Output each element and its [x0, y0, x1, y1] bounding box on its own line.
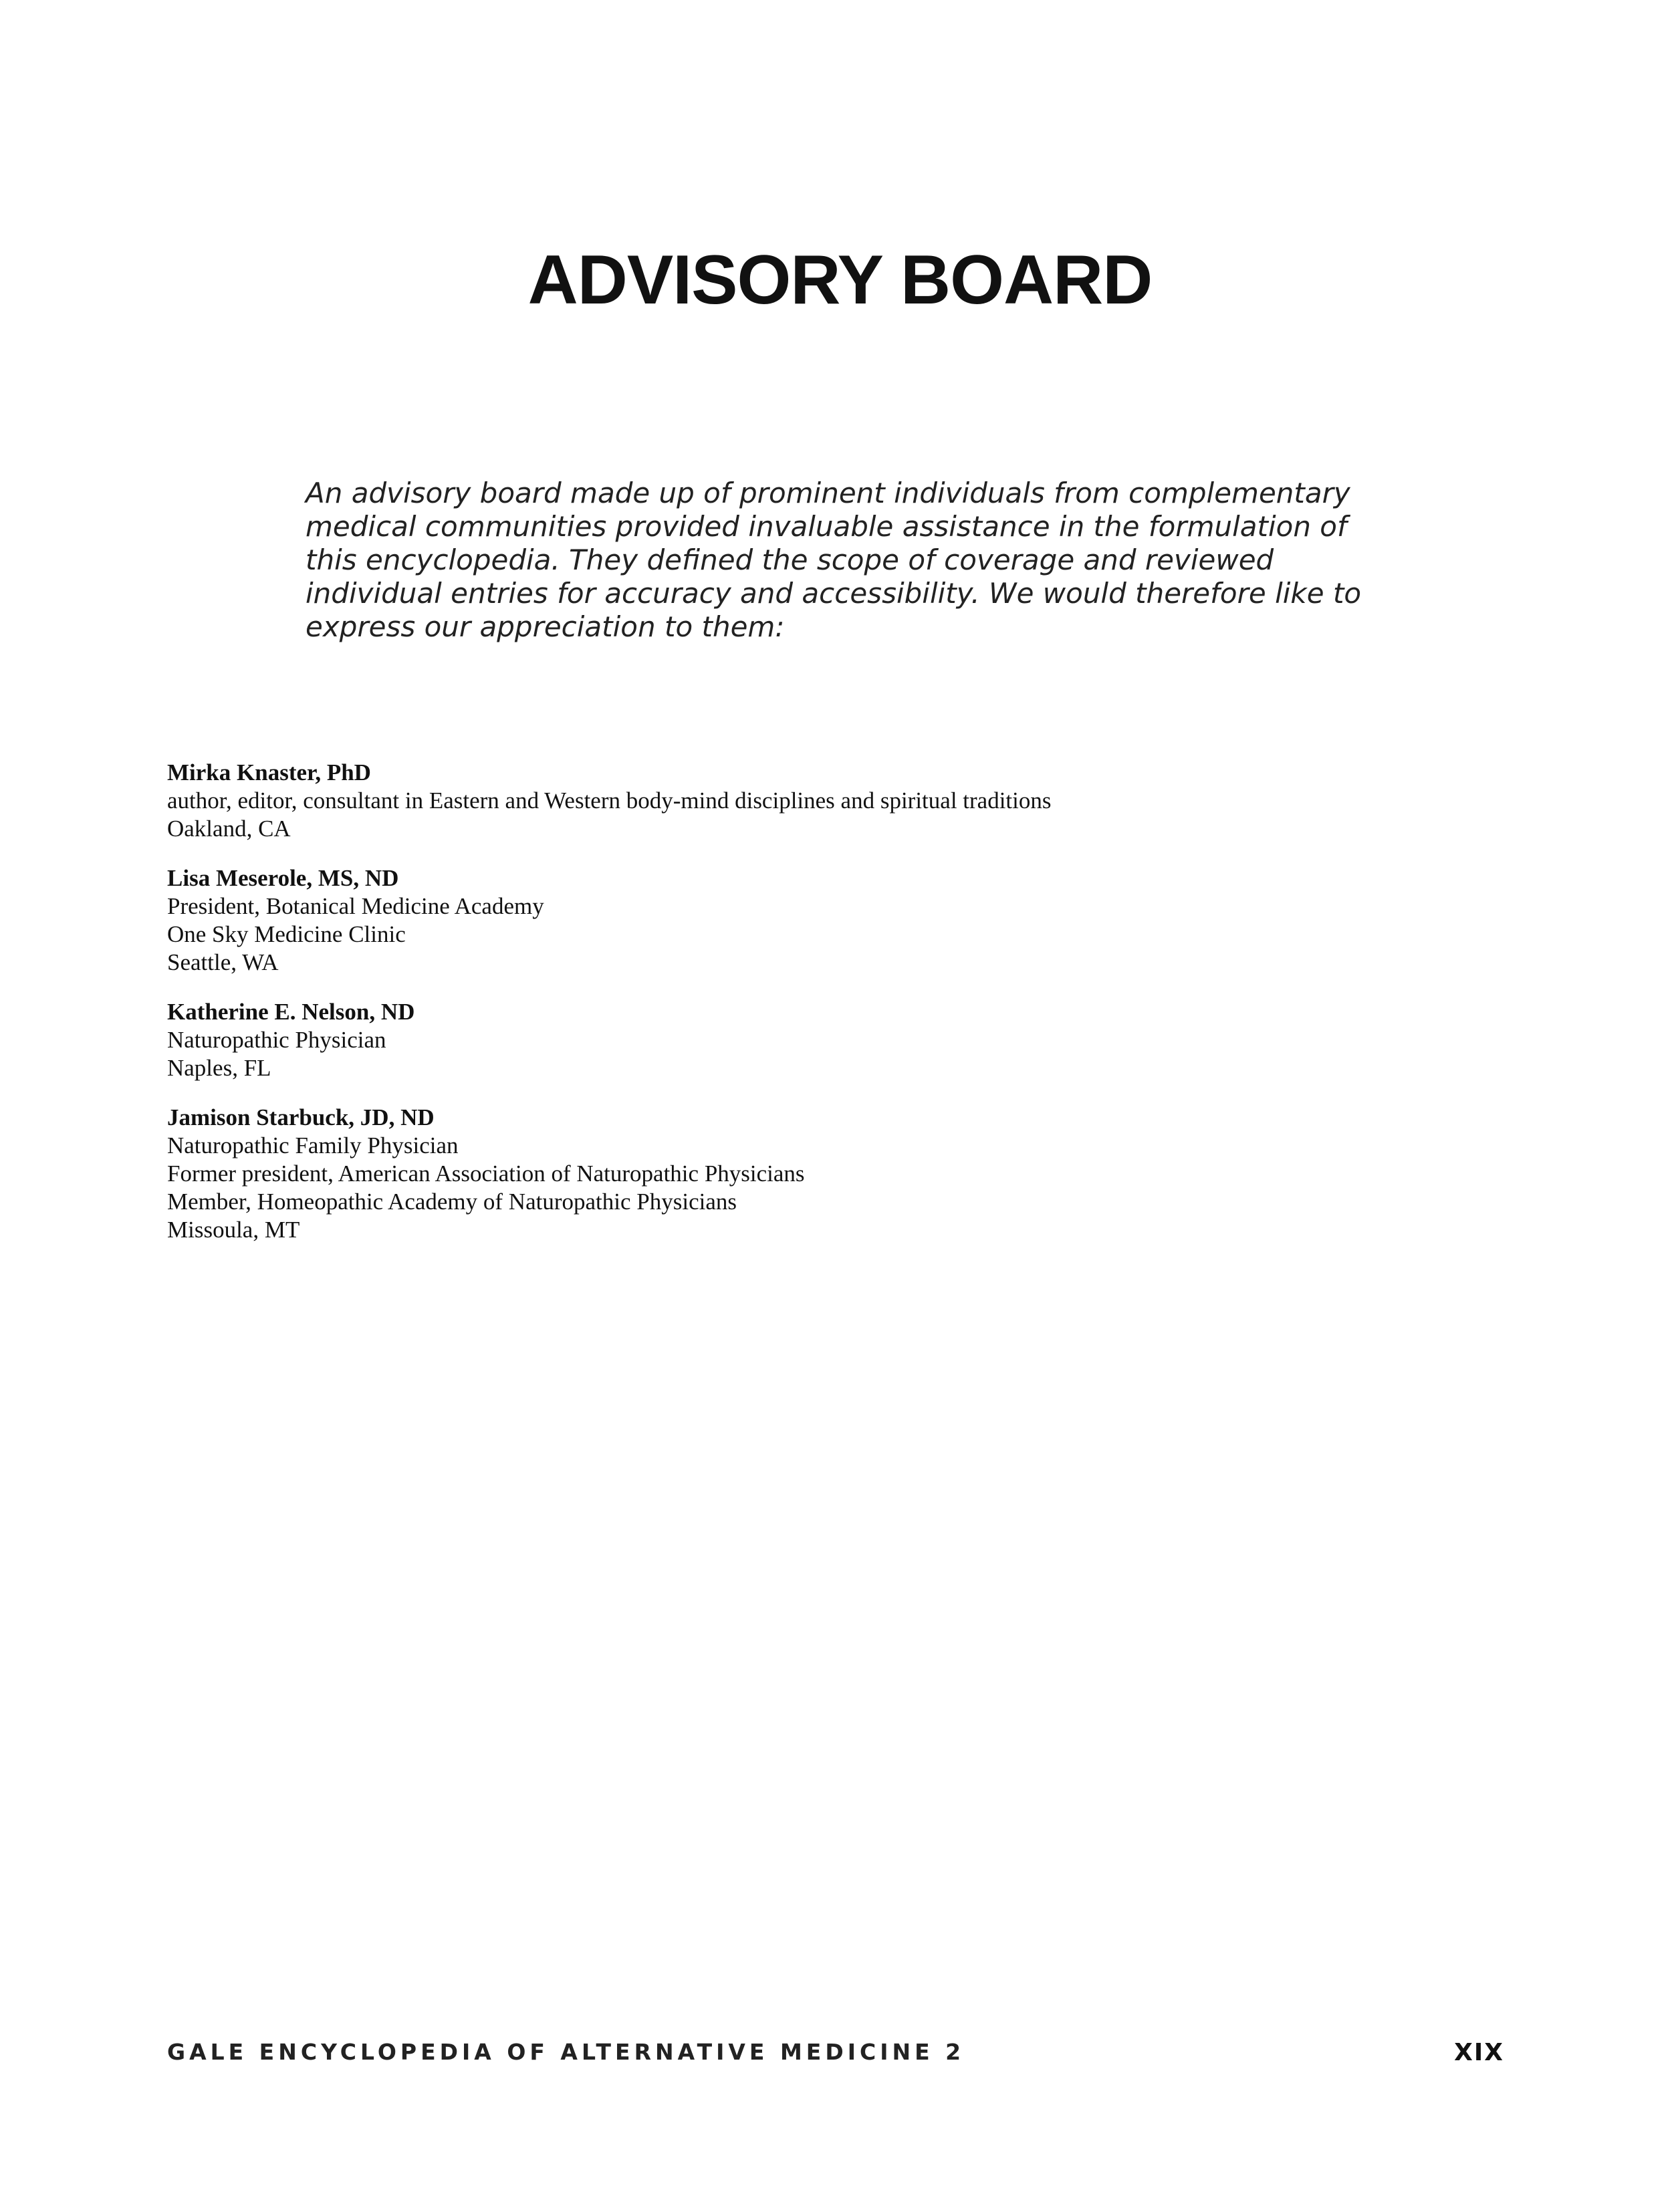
member-detail: Member, Homeopathic Academy of Naturopathic Physicians — [167, 1189, 737, 1215]
member-name: Mirka Knaster, PhD — [167, 759, 371, 785]
member-location: Missoula, MT — [167, 1217, 300, 1243]
intro-paragraph: An advisory board made up of prominent individuals from complementary medical communities provided invaluable assistance in the formulation of this encyclopedia. They defined the scope of coverage and reviewed individual entries for accuracy and accessibility. We would therefore like to express our appreciation to them: — [306, 477, 1362, 643]
member-name: Lisa Meserole, MS, ND — [167, 865, 399, 891]
member-detail: One Sky Medicine Clinic — [167, 921, 406, 947]
advisory-board-list — [167, 759, 1504, 1265]
board-member — [167, 998, 1504, 1082]
board-member — [167, 759, 1504, 843]
member-detail: Former president, American Association of Naturopathic Physicians — [167, 1160, 805, 1187]
member-detail: author, editor, consultant in Eastern and Western body-mind disciplines and spiritual traditions — [167, 787, 1052, 814]
member-name: Jamison Starbuck, JD, ND — [167, 1104, 435, 1130]
page-number: XIX — [1454, 2039, 1504, 2066]
member-detail: President, Botanical Medicine Academy — [167, 893, 544, 919]
member-detail: Naturopathic Physician — [167, 1027, 386, 1053]
member-location: Oakland, CA — [167, 816, 291, 842]
member-detail: Naturopathic Family Physician — [167, 1132, 459, 1158]
board-member — [167, 864, 1504, 977]
page-title: ADVISORY BOARD — [527, 241, 1153, 319]
member-location: Naples, FL — [167, 1055, 271, 1081]
publication-title: GALE ENCYCLOPEDIA OF ALTERNATIVE MEDICINE 2 — [167, 2039, 965, 2065]
member-name: Katherine E. Nelson, ND — [167, 999, 415, 1025]
board-member — [167, 1104, 1504, 1244]
member-location: Seattle, WA — [167, 949, 279, 975]
